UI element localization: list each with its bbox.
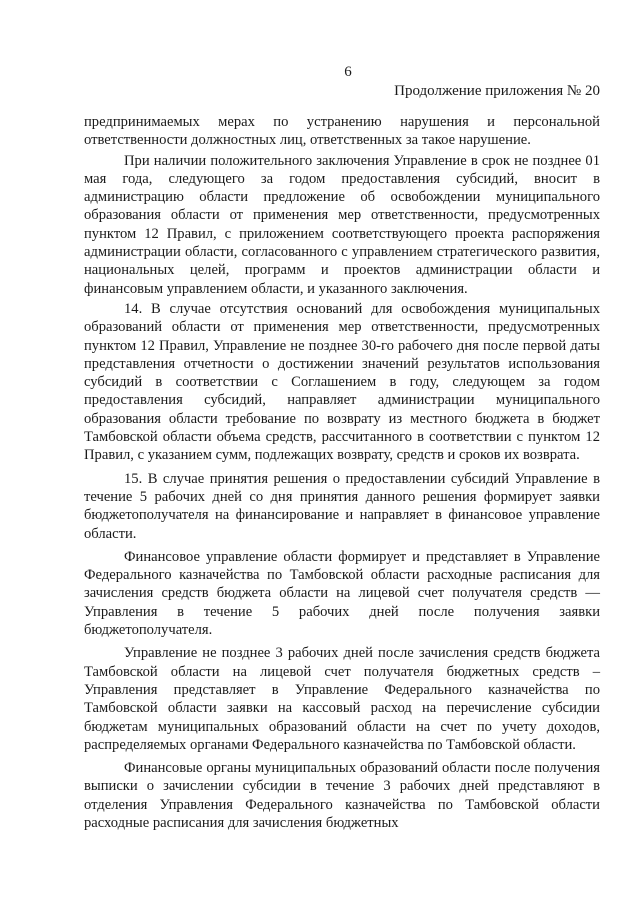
paragraph-department-deadline: Управление не позднее 3 рабочих дней после зачисления средств бюджета Тамбовской области на лицевой счет получателя бюджетных средств – Управления представляет в Управление Федерального казначейства по Тамбовской области заявки на кассовый расход на перечисление субсидии бюджетам муниципальных образований области на счет по учету доходов, распределяемых органами Федерального казначейства по Тамбовской области. [84,645,600,753]
paragraph-positive-conclusion: При наличии положительного заключения Управление в срок не позднее 01 мая года, следующего за годом предоставления субсидий, вносит в администрацию области предложение об освобождении муниципального образования области от применения мер ответственности, предусмотренных пунктом 12 Правил, с приложением соответствующего проекта распоряжения администрации области, согласованного с управлением стратегического развития, национальных целей, программ и проектов администрации области и финансовым управлением области, и указанного заключения. [84,152,600,297]
document-body [84,113,600,832]
paragraph-financial-department: Финансовое управление области формирует и представляет в Управление Федерального казначейства по Тамбовской области расходные расписания для зачисления средств бюджета области на лицевой счет получателя средств — Управления в течение 5 рабочих дней после получения заявки бюджетополучателя. [84,548,600,639]
paragraph-item-15: 15. В случае принятия решения о предоставлении субсидий Управление в течение 5 рабочих дней со дня принятия данного решения формирует заявки бюджетополучателя на финансирование и направляет в финансовое управление области. [84,470,600,542]
appendix-continuation-note: Продолжение приложения № 20 [394,83,600,99]
paragraph-continuation: предпринимаемых мерах по устранению нарушения и персональной ответственности должностных лиц, ответственных за такое нарушение. [84,114,600,149]
paragraph-municipal-financial-bodies: Финансовые органы муниципальных образований области после получения выписки о зачислении субсидии в течение 3 рабочих дней представляют в отделения Управления Федерального казначейства по Тамбовской области расходные расписания для зачисления бюджетных [84,760,600,831]
page-number: 6 [344,64,352,80]
paragraph-item-14: 14. В случае отсутствия оснований для освобождения муниципальных образований области от применения мер ответственности, предусмотренных пунктом 12 Правил, Управление не позднее 30-го рабочего дня после первой даты представления отчетности о достижении значений результатов использования субсидий в соответствии с Соглашением в году, следующем за годом предоставления субсидий, направляет администрации муниципального образования области требование по возврату из местного бюджета в бюджет Тамбовской области объема средств, рассчитанного в соответствии с пунктом 12 Правил, с указанием сумм, подлежащих возврату, средств и сроков их возврата. [84,300,600,464]
